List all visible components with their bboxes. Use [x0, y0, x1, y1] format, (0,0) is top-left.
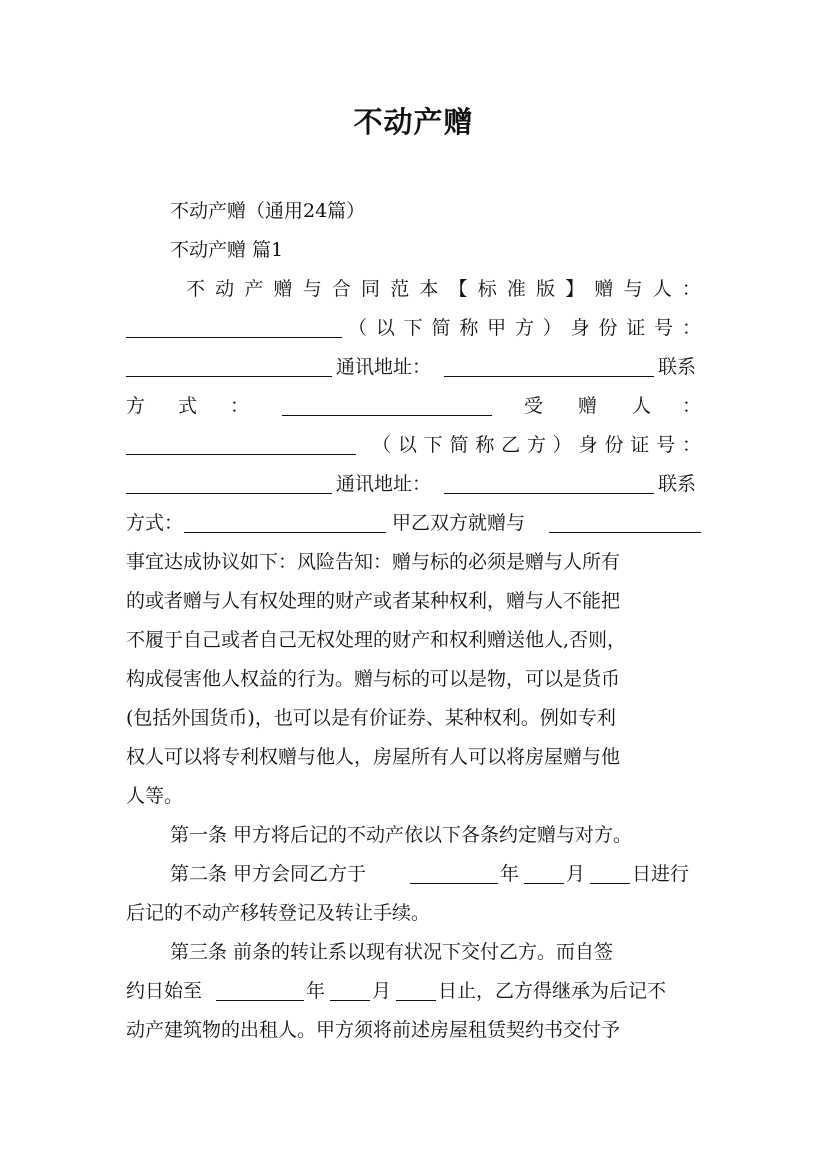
- char: 合: [331, 278, 351, 300]
- char: ：: [682, 395, 702, 417]
- char: 不: [186, 278, 206, 300]
- blank-field: [549, 514, 701, 533]
- day-label: 日进行: [632, 863, 690, 885]
- char: 以: [375, 317, 395, 339]
- char: （: [372, 434, 392, 456]
- char: 范: [390, 278, 410, 300]
- paragraph-line: (包括外国货币)，也可以是有价证券、某种权利。例如专利: [126, 707, 616, 729]
- article-3-line-3: 动产建筑物的出租人。甲方须将前述房屋租赁契约书交付予: [126, 1019, 621, 1041]
- blank-field: [126, 475, 332, 494]
- char: 份: [598, 317, 618, 339]
- char: 证: [626, 317, 646, 339]
- article-3-text: 日止，乙方得继承为后记不: [438, 980, 667, 1002]
- char: ：: [681, 278, 701, 300]
- month-label: 月: [566, 863, 586, 885]
- char: 赠: [578, 395, 598, 417]
- char: 方: [526, 434, 546, 456]
- char: 号: [656, 434, 676, 456]
- char: 与: [623, 278, 643, 300]
- year-label: 年: [500, 863, 520, 885]
- article-2-line-2: 后记的不动产移转登记及转让手续。: [126, 902, 431, 924]
- char: 赠: [594, 278, 614, 300]
- contact-method-label: 方式：: [126, 512, 184, 534]
- char: 简: [431, 317, 451, 339]
- blank-field: [184, 514, 386, 533]
- char: 身: [578, 434, 598, 456]
- blank-field: [126, 436, 356, 455]
- contact-label: 联系: [658, 473, 697, 495]
- char: 以: [397, 434, 417, 456]
- char: 同: [361, 278, 381, 300]
- char: 版: [536, 278, 556, 300]
- contact-label: 联系: [658, 356, 697, 378]
- char: 本: [419, 278, 439, 300]
- paragraph-line: 不履于自己或者自己无权处理的财产和权利赠送他人,否则，: [126, 629, 627, 651]
- char: 称: [475, 434, 495, 456]
- char: 称: [459, 317, 479, 339]
- article-1: 第一条 甲方将后记的不动产依以下各条约定赠与对方。: [170, 824, 633, 846]
- address-label: 通讯地址：: [336, 473, 432, 495]
- blank-field: [524, 865, 564, 884]
- char: ：: [230, 395, 250, 417]
- char: 【: [448, 278, 468, 300]
- char: 份: [604, 434, 624, 456]
- char: ：: [681, 434, 701, 456]
- document-title: 不动产赠: [353, 105, 474, 139]
- paragraph-line: 的或者赠与人有权处理的财产或者某种权利，赠与人不能把: [126, 590, 621, 612]
- char: 下: [403, 317, 423, 339]
- char: 赠: [273, 278, 293, 300]
- blank-field: [126, 319, 342, 338]
- paragraph-line: 权人可以将专利权赠与他人，房屋所有人可以将房屋赠与他: [126, 746, 621, 768]
- section-heading: 不动产赠 篇1: [170, 239, 284, 261]
- paragraph-line: 构成侵害他人权益的行为。赠与标的可以是物，可以是货币: [126, 668, 621, 690]
- gift-clause-text: 甲乙双方就赠与: [392, 512, 526, 534]
- char: 人: [632, 395, 652, 417]
- blank-field: [410, 865, 498, 884]
- char: 】: [565, 278, 585, 300]
- char: 号: [654, 317, 674, 339]
- char: 简: [449, 434, 469, 456]
- char: 甲: [487, 317, 507, 339]
- char: 动: [215, 278, 235, 300]
- year-label: 年: [306, 980, 326, 1002]
- char: 标: [477, 278, 497, 300]
- char: 证: [630, 434, 650, 456]
- paragraph-line: 人等。: [126, 785, 184, 807]
- month-label: 月: [372, 980, 392, 1002]
- char: 乙: [501, 434, 521, 456]
- article-2-text: 第二条 甲方会同乙方于: [170, 863, 367, 885]
- article-3: 第三条 前条的转让系以现有状况下交付乙方。而自签: [170, 941, 614, 963]
- paragraph-line: 事宜达成协议如下：风险告知：赠与标的必须是赠与人所有: [126, 551, 621, 573]
- blank-field: [330, 982, 370, 1001]
- char: ）: [552, 434, 572, 456]
- article-3-text: 约日始至: [126, 980, 203, 1002]
- char: （: [348, 317, 368, 339]
- blank-field: [590, 865, 630, 884]
- char: ：: [681, 317, 701, 339]
- char: 下: [423, 434, 443, 456]
- char: 与: [302, 278, 322, 300]
- char: 方: [126, 395, 146, 417]
- blank-field: [444, 358, 654, 377]
- char: 人: [652, 278, 672, 300]
- document-subtitle: 不动产赠（通用24篇）: [170, 200, 366, 222]
- char: 受: [524, 395, 544, 417]
- char: 式: [178, 395, 198, 417]
- char: 产: [244, 278, 264, 300]
- blank-field: [126, 358, 332, 377]
- char: ）: [542, 317, 562, 339]
- address-label: 通讯地址：: [336, 356, 432, 378]
- blank-field: [396, 982, 436, 1001]
- blank-field: [444, 475, 654, 494]
- blank-field: [216, 982, 304, 1001]
- char: 身: [570, 317, 590, 339]
- char: 方: [514, 317, 534, 339]
- char: 准: [506, 278, 526, 300]
- contract-line-1: [186, 276, 701, 302]
- blank-field: [282, 397, 492, 416]
